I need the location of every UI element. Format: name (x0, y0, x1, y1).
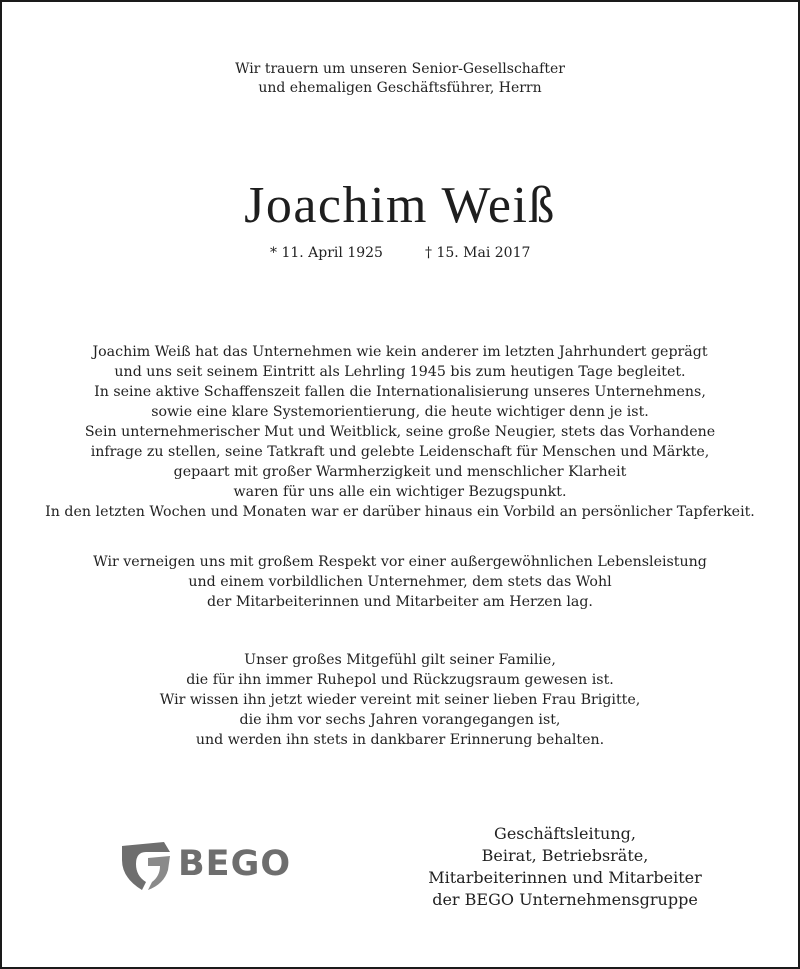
paragraph-line: In seine aktive Schaffenszeit fallen die Internationalisierung unseres Unternehmens, (94, 384, 706, 400)
paragraph-line: sowie eine klare Systemorientierung, die heute wichtiger denn je ist. (151, 404, 649, 420)
paragraph-line: Sein unternehmerischer Mut und Weitblick, seine große Neugier, stets das Vorhandene (84, 424, 716, 440)
bego-logo (118, 838, 308, 898)
deceased-name: Joachim Weiß (244, 177, 556, 234)
paragraph-line: In den letzten Wochen und Monaten war er darüber hinaus ein Vorbild an persönlicher Tapferkeit. (45, 504, 755, 520)
bego-logo-text: BEGO (178, 844, 292, 884)
paragraph-line: gepaart mit großer Warmherzigkeit und menschlicher Klarheit (173, 464, 627, 480)
birth-date: * 11. April 1925 (270, 245, 383, 261)
tribute-paragraph (0, 342, 800, 522)
signature-line: Beirat, Betriebsräte, (481, 846, 649, 865)
paragraph-line: Unser großes Mitgefühl gilt seiner Familie, (244, 652, 556, 668)
intro-text (0, 60, 800, 98)
paragraph-line: und uns seit seinem Eintritt als Lehrling 1945 bis zum heutigen Tage begleitet. (114, 364, 686, 380)
signature-line: Mitarbeiterinnen und Mitarbeiter (428, 868, 702, 887)
paragraph-line: waren für uns alle ein wichtiger Bezugspunkt. (233, 484, 567, 500)
signature-line: der BEGO Unternehmensgruppe (432, 890, 698, 909)
paragraph-line: und werden ihn stets in dankbarer Erinnerung behalten. (195, 732, 605, 748)
intro-line: und ehemaligen Geschäftsführer, Herrn (258, 80, 542, 96)
death-date: † 15. Mai 2017 (425, 245, 531, 261)
paragraph-line: Wir wissen ihn jetzt wieder vereint mit seiner lieben Frau Brigitte, (159, 692, 641, 708)
paragraph-line: und einem vorbildlichen Unternehmer, dem stets das Wohl (188, 574, 612, 590)
paragraph-line: die ihm vor sechs Jahren vorangegangen ist, (239, 712, 561, 728)
paragraph-line: Wir verneigen uns mit großem Respekt vor einer außergewöhnlichen Lebensleistung (93, 554, 707, 570)
signature-line: Geschäftsleitung, (494, 824, 636, 843)
paragraph-line: Joachim Weiß hat das Unternehmen wie kein anderer im letzten Jahrhundert geprägt (92, 344, 708, 360)
intro-line: Wir trauern um unseren Senior-Gesellschafter (235, 61, 565, 77)
paragraph-line: der Mitarbeiterinnen und Mitarbeiter am Herzen lag. (207, 594, 593, 610)
paragraph-line: die für ihn immer Ruhepol und Rückzugsraum gewesen ist. (186, 672, 614, 688)
respect-paragraph (0, 552, 800, 612)
paragraph-line: infrage zu stellen, seine Tatkraft und gelebte Leidenschaft für Menschen und Märkte, (90, 444, 710, 460)
bego-shield-logo-icon (118, 838, 174, 894)
condolence-paragraph (0, 650, 800, 750)
signature-block (410, 823, 720, 911)
